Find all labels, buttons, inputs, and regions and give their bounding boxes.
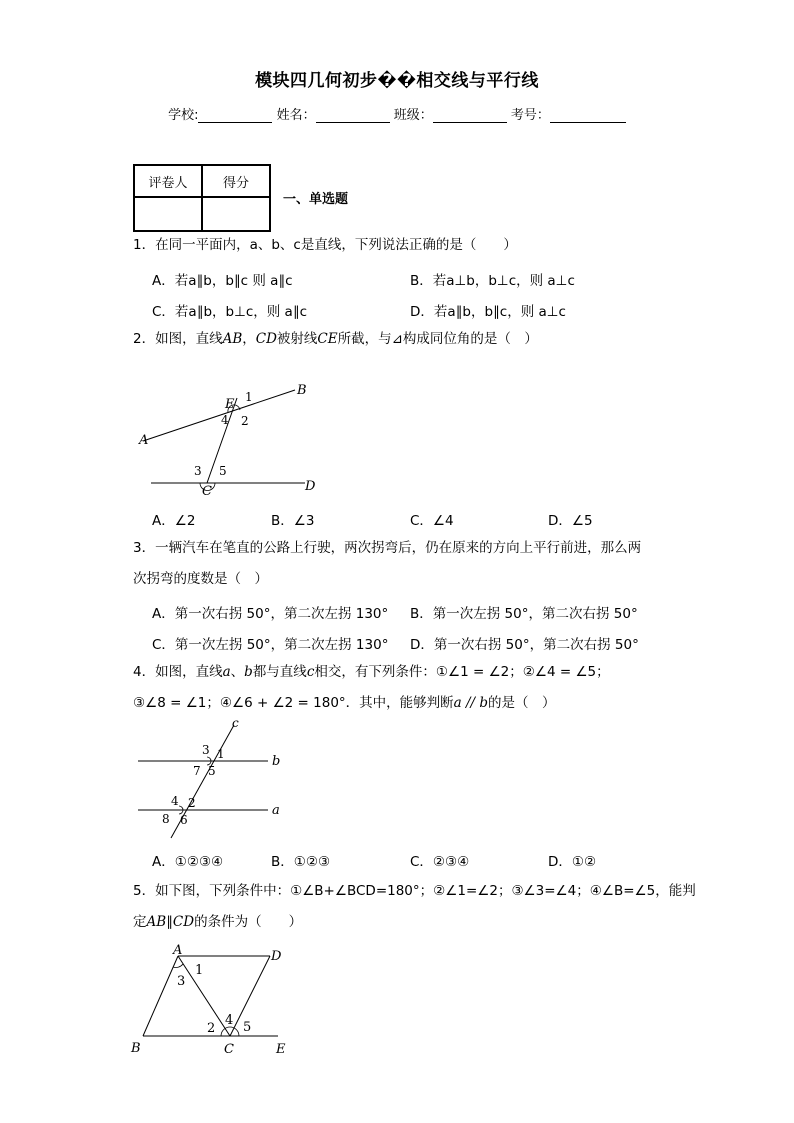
- q4-angle-8: 8: [162, 812, 170, 826]
- number-label: 考号：: [510, 108, 550, 123]
- q4-angle-2: 2: [188, 796, 196, 810]
- q2-stem: [133, 331, 538, 347]
- q5-parallel-symbol: ∥: [166, 914, 173, 930]
- q4-var-b: b: [244, 664, 253, 680]
- q5-text-2: 的条件为（ ）: [194, 914, 303, 930]
- school-label: 学校:: [168, 108, 199, 123]
- q2-angle-1: 1: [245, 390, 253, 404]
- q4-var-a: a: [222, 664, 231, 680]
- score-table: [133, 164, 271, 232]
- q2-line-ab: AB: [222, 331, 243, 347]
- q4-text-2: 、: [230, 664, 245, 680]
- grader-header: 评卷人: [134, 165, 202, 197]
- q5-angle-4: 4: [225, 1013, 234, 1028]
- q4-var-ab: a // b: [453, 695, 489, 711]
- q4-text-3: 都与直线: [252, 664, 307, 680]
- q4-text-1: 4．如图，直线: [133, 664, 223, 680]
- q2-text-1: 2．如图，直线: [133, 331, 223, 347]
- q4-option-b[interactable]: B．①②③: [271, 854, 331, 870]
- name-label: 姓名：: [276, 108, 316, 123]
- q5-stem-line2: [133, 914, 302, 930]
- q4-angle-1: 1: [217, 747, 225, 761]
- q1-option-d[interactable]: D．若a∥b，b∥c，则 a⊥c: [410, 304, 566, 320]
- q2-option-b[interactable]: B．∠3: [271, 513, 315, 529]
- q2-label-e: E: [225, 397, 235, 412]
- q4-option-d[interactable]: D．①②: [548, 854, 597, 870]
- q2-text-3: 所截，与⊿构成同位角的是（ ）: [337, 331, 538, 347]
- score-cell[interactable]: [202, 197, 270, 231]
- q4-text-6: 的是（ ）: [488, 695, 556, 711]
- q3-option-b[interactable]: B．第一次左拐 50°，第二次右拐 50°: [410, 606, 638, 622]
- q5-figure: [128, 940, 298, 1060]
- q5-angle-3: 3: [177, 974, 186, 989]
- q2-option-d[interactable]: D．∠5: [548, 513, 593, 529]
- q5-label-b: B: [131, 1041, 141, 1056]
- q2-line-cd: CD: [255, 331, 277, 347]
- q2-angle-4: 4: [221, 413, 229, 427]
- q1-option-c[interactable]: C．若a∥b，b⊥c，则 a∥c: [152, 304, 308, 320]
- q4-angle-3: 3: [202, 743, 210, 757]
- q2-angle-5: 5: [219, 464, 227, 478]
- q2-option-c[interactable]: C．∠4: [410, 513, 454, 529]
- q3-stem-line2: 次拐弯的度数是（ ）: [133, 571, 268, 587]
- q5-angle-arc-c: [221, 1027, 239, 1036]
- q4-stem-line1: [133, 664, 610, 680]
- q4-option-a[interactable]: A．①②③④: [152, 854, 224, 870]
- class-field[interactable]: [433, 108, 507, 123]
- q2-text-2: 被射线: [276, 331, 318, 347]
- q5-label-c: C: [224, 1042, 234, 1057]
- q2-label-b: B: [297, 383, 307, 398]
- q5-label-e: E: [276, 1042, 286, 1057]
- q2-angle-2: 2: [241, 414, 249, 428]
- q5-stem-line1: 5．如下图，下列条件中：①∠B+∠BCD=180°；②∠1=∠2；③∠3=∠4；④∠B=∠5，能判: [133, 883, 696, 899]
- q5-angle-2: 2: [207, 1021, 216, 1036]
- q2-line-ab-shape: [143, 390, 295, 441]
- q1-option-b[interactable]: B．若a⊥b，b⊥c，则 a⊥c: [410, 273, 575, 289]
- class-label: 班级：: [393, 108, 433, 123]
- q2-label-c: C: [202, 484, 212, 499]
- score-header: 得分: [202, 165, 270, 197]
- q5-line-ab: AB: [146, 914, 167, 930]
- q3-option-c[interactable]: C．第一次左拐 50°，第二次左拐 130°: [152, 637, 389, 653]
- q5-angle-1: 1: [195, 963, 204, 978]
- student-info-line: [0, 104, 794, 123]
- grader-cell[interactable]: [134, 197, 202, 231]
- q5-text-1: 定: [133, 914, 147, 930]
- q4-var-c: c: [306, 664, 315, 680]
- q2-label-d: D: [305, 479, 316, 494]
- q5-line-ab-shape: [143, 956, 178, 1036]
- q4-angle-5: 5: [208, 764, 216, 778]
- q2-angle-3: 3: [194, 464, 202, 478]
- q4-angle-7: 7: [193, 764, 201, 778]
- q1-option-a[interactable]: A．若a∥b，b∥c 则 a∥c: [152, 273, 293, 289]
- q5-angle-5: 5: [243, 1020, 252, 1035]
- q2-ray-ce: CE: [317, 331, 338, 347]
- q5-line-cd: CD: [172, 914, 195, 930]
- q4-label-a: a: [272, 803, 280, 818]
- q4-figure: [135, 718, 295, 840]
- q1-stem: 1．在同一平面内，a、b、c是直线，下列说法正确的是（ ）: [133, 237, 517, 253]
- q5-line-ac-shape: [178, 956, 230, 1036]
- q3-stem-line1: 3．一辆汽车在笔直的公路上行驶，两次拐弯后，仍在原来的方向上平行前进，那么两: [133, 540, 642, 556]
- q4-stem-line2: [133, 695, 556, 711]
- q2-option-a[interactable]: A．∠2: [152, 513, 196, 529]
- q4-text-5: ③∠8 = ∠1；④∠6 + ∠2 = 180°．其中，能够判断: [133, 695, 454, 711]
- q3-option-a[interactable]: A．第一次右拐 50°，第二次左拐 130°: [152, 606, 389, 622]
- name-field[interactable]: [316, 108, 390, 123]
- q2-figure: [135, 374, 325, 500]
- q4-angle-4: 4: [171, 794, 179, 808]
- school-field[interactable]: [198, 108, 272, 123]
- q2-sep: ，: [242, 331, 256, 347]
- q3-option-d[interactable]: D．第一次右拐 50°，第二次右拐 50°: [410, 637, 639, 653]
- section-title: 一、单选题: [283, 192, 349, 207]
- page-title: 模块四几何初步��相交线与平行线: [255, 71, 539, 91]
- q2-label-a: A: [139, 433, 149, 448]
- q5-label-a: A: [173, 943, 183, 958]
- q4-label-c: c: [232, 718, 239, 730]
- q4-label-b: b: [272, 754, 281, 769]
- q4-angle-6: 6: [180, 813, 188, 827]
- q5-label-d: D: [271, 949, 282, 964]
- number-field[interactable]: [550, 108, 626, 123]
- q4-text-4: 相交，有下列条件：①∠1 = ∠2；②∠4 = ∠5；: [314, 664, 610, 680]
- q4-option-c[interactable]: C．②③④: [410, 854, 470, 870]
